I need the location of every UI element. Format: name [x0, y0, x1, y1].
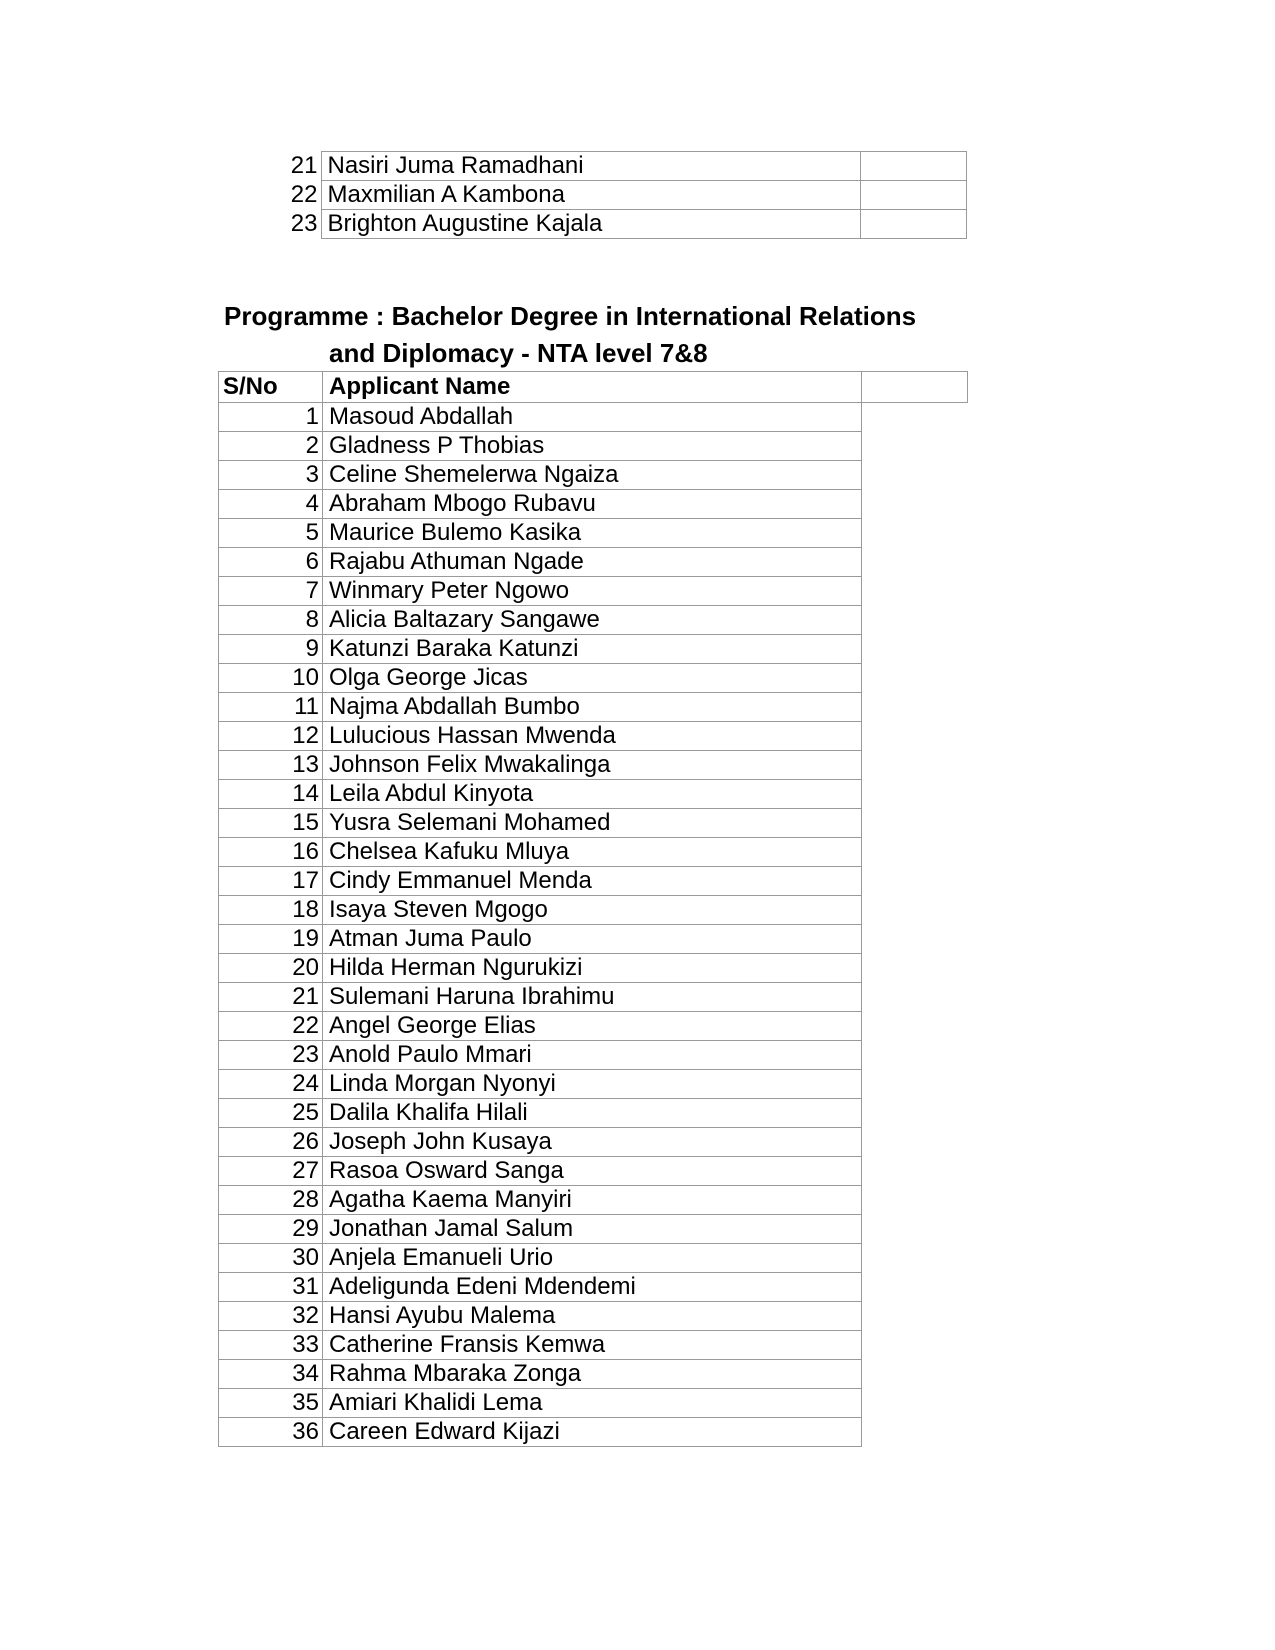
table-row — [219, 461, 968, 490]
applicant-name: Rajabu Athuman Ngade — [323, 548, 862, 577]
applicant-name: Hansi Ayubu Malema — [323, 1302, 862, 1331]
table-row — [219, 809, 968, 838]
table-row — [219, 722, 968, 751]
table-row — [219, 664, 968, 693]
empty-cell — [862, 693, 968, 722]
row-number: 8 — [219, 606, 323, 635]
empty-cell — [862, 432, 968, 461]
table-row — [219, 896, 968, 925]
empty-cell — [862, 1302, 968, 1331]
table-row — [219, 548, 968, 577]
applicant-name: Hilda Herman Ngurukizi — [323, 954, 862, 983]
table-row — [219, 403, 968, 432]
table-row — [219, 1331, 968, 1360]
applicant-name: Nasiri Juma Ramadhani — [321, 152, 860, 181]
applicant-name: Joseph John Kusaya — [323, 1128, 862, 1157]
row-number: 32 — [219, 1302, 323, 1331]
empty-cell — [862, 983, 968, 1012]
applicant-name: Masoud Abdallah — [323, 403, 862, 432]
applicant-name: Cindy Emmanuel Menda — [323, 867, 862, 896]
applicant-name: Agatha Kaema Manyiri — [323, 1186, 862, 1215]
applicant-name: Najma Abdallah Bumbo — [323, 693, 862, 722]
table-row — [219, 751, 968, 780]
row-number: 19 — [219, 925, 323, 954]
empty-cell — [862, 1186, 968, 1215]
row-number: 1 — [219, 403, 323, 432]
row-number: 3 — [219, 461, 323, 490]
table-row — [219, 1273, 968, 1302]
empty-cell — [862, 838, 968, 867]
empty-cell — [862, 896, 968, 925]
applicant-name: Careen Edward Kijazi — [323, 1418, 862, 1447]
table-row — [219, 954, 968, 983]
applicant-name: Linda Morgan Nyonyi — [323, 1070, 862, 1099]
table-row — [219, 1099, 968, 1128]
empty-cell — [862, 664, 968, 693]
empty-cell — [862, 403, 968, 432]
applicant-name: Chelsea Kafuku Mluya — [323, 838, 862, 867]
empty-cell — [862, 635, 968, 664]
row-number: 30 — [219, 1244, 323, 1273]
applicant-name: Catherine Fransis Kemwa — [323, 1331, 862, 1360]
empty-cell — [862, 809, 968, 838]
table-row — [219, 577, 968, 606]
empty-cell — [862, 925, 968, 954]
empty-cell — [862, 1070, 968, 1099]
empty-cell — [862, 606, 968, 635]
applicant-table-body — [219, 372, 968, 1447]
row-number: 22 — [290, 181, 318, 208]
empty-cell — [862, 577, 968, 606]
applicant-name: Amiari Khalidi Lema — [323, 1389, 862, 1418]
applicant-name: Angel George Elias — [323, 1012, 862, 1041]
empty-cell — [860, 181, 966, 210]
empty-cell — [862, 490, 968, 519]
table-row — [219, 1360, 968, 1389]
empty-cell — [862, 461, 968, 490]
row-number: 13 — [219, 751, 323, 780]
applicant-name: Adeligunda Edeni Mdendemi — [323, 1273, 862, 1302]
empty-cell — [862, 1012, 968, 1041]
row-number: 34 — [219, 1360, 323, 1389]
empty-cell — [862, 1157, 968, 1186]
applicant-name: Sulemani Haruna Ibrahimu — [323, 983, 862, 1012]
row-number: 22 — [219, 1012, 323, 1041]
table-row — [219, 606, 968, 635]
row-number: 33 — [219, 1331, 323, 1360]
applicant-name: Abraham Mbogo Rubavu — [323, 490, 862, 519]
row-number: 35 — [219, 1389, 323, 1418]
empty-cell — [862, 1041, 968, 1070]
table-row — [219, 1157, 968, 1186]
empty-cell — [862, 1244, 968, 1273]
row-number: 5 — [219, 519, 323, 548]
row-number: 17 — [219, 867, 323, 896]
empty-cell — [862, 1128, 968, 1157]
row-number: 25 — [219, 1099, 323, 1128]
row-number: 29 — [219, 1215, 323, 1244]
applicant-name: Brighton Augustine Kajala — [321, 210, 860, 239]
table-row — [219, 432, 968, 461]
applicant-name: Maxmilian A Kambona — [321, 181, 860, 210]
empty-cell — [862, 519, 968, 548]
table-header-row — [219, 372, 968, 403]
applicant-name: Anold Paulo Mmari — [323, 1041, 862, 1070]
table-row — [219, 490, 968, 519]
table-row — [219, 1418, 968, 1447]
row-number: 36 — [219, 1418, 323, 1447]
row-number: 12 — [219, 722, 323, 751]
table-row — [219, 1012, 968, 1041]
row-number: 26 — [219, 1128, 323, 1157]
table-row — [219, 780, 968, 809]
row-number: 2 — [219, 432, 323, 461]
applicant-name: Yusra Selemani Mohamed — [323, 809, 862, 838]
table-row — [219, 1389, 968, 1418]
table-row — [219, 1215, 968, 1244]
empty-cell — [862, 548, 968, 577]
empty-cell — [862, 780, 968, 809]
table-row — [219, 1244, 968, 1273]
applicant-name: Atman Juma Paulo — [323, 925, 862, 954]
table-row — [219, 1041, 968, 1070]
empty-cell — [862, 1389, 968, 1418]
row-number: 27 — [219, 1157, 323, 1186]
applicant-name: Rasoa Osward Sanga — [323, 1157, 862, 1186]
row-number: 11 — [219, 693, 323, 722]
row-number: 7 — [219, 577, 323, 606]
row-number: 18 — [219, 896, 323, 925]
row-number: 14 — [219, 780, 323, 809]
applicant-name: Dalila Khalifa Hilali — [323, 1099, 862, 1128]
empty-cell — [862, 1273, 968, 1302]
sno-header: S/No — [219, 372, 323, 403]
applicant-name: Johnson Felix Mwakalinga — [323, 751, 862, 780]
applicant-name: Anjela Emanueli Urio — [323, 1244, 862, 1273]
table-row — [219, 983, 968, 1012]
applicant-name: Rahma Mbaraka Zonga — [323, 1360, 862, 1389]
row-number: 24 — [219, 1070, 323, 1099]
programme-title-continued: and Diplomacy - NTA level 7&8 — [329, 338, 708, 368]
table-row — [287, 181, 966, 210]
empty-cell — [860, 210, 966, 239]
table-row — [287, 152, 966, 181]
empty-cell — [862, 1360, 968, 1389]
row-number: 15 — [219, 809, 323, 838]
empty-cell — [862, 722, 968, 751]
applicant-name: Jonathan Jamal Salum — [323, 1215, 862, 1244]
empty-cell — [862, 1099, 968, 1128]
table-row — [219, 867, 968, 896]
table-row — [219, 1302, 968, 1331]
empty-cell — [862, 954, 968, 983]
empty-cell — [862, 867, 968, 896]
table-row — [219, 1070, 968, 1099]
table-row — [219, 519, 968, 548]
empty-header-cell — [862, 372, 968, 403]
table-row — [219, 1128, 968, 1157]
empty-cell — [862, 1215, 968, 1244]
table-row — [219, 693, 968, 722]
applicant-name: Maurice Bulemo Kasika — [323, 519, 862, 548]
applicant-name: Isaya Steven Mgogo — [323, 896, 862, 925]
applicant-name-header: Applicant Name — [323, 372, 862, 403]
empty-cell — [862, 1331, 968, 1360]
table-row — [219, 635, 968, 664]
row-number: 23 — [290, 210, 318, 237]
row-number: 28 — [219, 1186, 323, 1215]
row-number: 4 — [219, 490, 323, 519]
table-row — [219, 838, 968, 867]
applicant-name: Celine Shemelerwa Ngaiza — [323, 461, 862, 490]
row-number: 23 — [219, 1041, 323, 1070]
applicant-name: Katunzi Baraka Katunzi — [323, 635, 862, 664]
empty-cell — [860, 152, 966, 181]
applicant-name: Alicia Baltazary Sangawe — [323, 606, 862, 635]
row-number: 10 — [219, 664, 323, 693]
applicant-name: Olga George Jicas — [323, 664, 862, 693]
row-number: 9 — [219, 635, 323, 664]
row-number: 21 — [219, 983, 323, 1012]
applicant-table — [218, 371, 968, 1447]
row-number: 16 — [219, 838, 323, 867]
table-row — [219, 1186, 968, 1215]
previous-applicant-table-body — [287, 152, 966, 239]
row-number: 31 — [219, 1273, 323, 1302]
programme-title: Programme : Bachelor Degree in International Relations — [224, 301, 917, 331]
table-row — [219, 925, 968, 954]
table-row — [287, 210, 966, 239]
applicant-name: Winmary Peter Ngowo — [323, 577, 862, 606]
applicant-name: Lulucious Hassan Mwenda — [323, 722, 862, 751]
row-number: 21 — [290, 152, 318, 179]
row-number: 6 — [219, 548, 323, 577]
applicant-name: Leila Abdul Kinyota — [323, 780, 862, 809]
row-number: 20 — [219, 954, 323, 983]
applicant-name: Gladness P Thobias — [323, 432, 862, 461]
previous-applicant-table — [287, 151, 967, 239]
empty-cell — [862, 751, 968, 780]
empty-cell — [862, 1418, 968, 1447]
